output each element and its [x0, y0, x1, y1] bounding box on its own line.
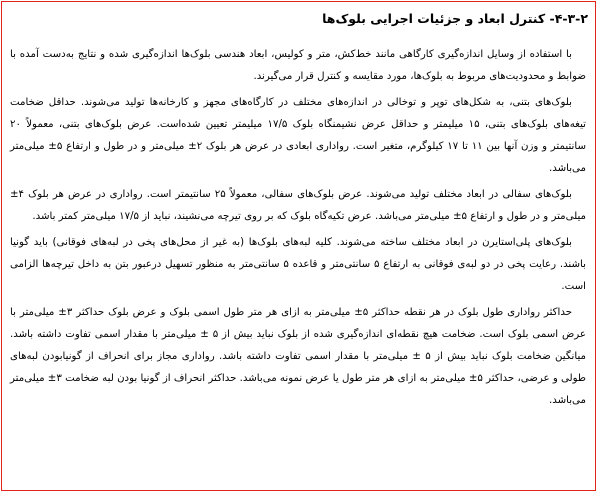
- paragraph-measurement: با استفاده از وسایل اندازه‌گیری کارگاهی مانند خط‌کش، متر و کولیس، ابعاد هندسی بلوک‌ها اندازه‌گیری شده و نتایج به‌دست آمده با ضوابط و محدودیت‌های مربوط به بلوک‌ها، مورد مقایسه و کنترل قرار می‌گیرند.: [10, 49, 586, 82]
- section-title: ۴-۳-۲- کنترل ابعاد و جزئیات اجرایی بلوک‌ها: [322, 11, 588, 26]
- section-content: [10, 10, 586, 416]
- paragraph-tolerances: حداکثر رواداری طول بلوک در هر نقطه حداکثر ۵± میلی‌متر به ازای هر متر طول اسمی بلوک و عرض بلوک حداکثر ۳± میلی‌متر با عرض اسمی بلوک است. ضخامت هیچ نقطه‌ای اندازه‌گیری شده از بلوک نباید بیش از ۵ ± میلی‌متر با مقدار اسمی تفاوت داشته باشد. میانگین ضخامت بلوک نباید بیش از ۵ ± میلی‌متر با مقدار اسمی تفاوت داشته باشد. رواداری مجاز برای انحراف از گونیابودن لبه‌های طولی و عرضی، حداکثر ۵± میلی‌متر به ازای هر متر طول یا عرض نمونه می‌باشد. حداکثر انحراف از گونیا بودن لبه ضخامت ۳± میلی‌متر می‌باشد.: [10, 307, 587, 406]
- paragraph-concrete-blocks: بلوک‌های بتنی، به شکل‌های توپر و توخالی در اندازه‌های مختلف در کارگاه‌های مجهز و کارخانه‌ها تولید می‌شوند. حداقل ضخامت تیغه‌های بلوک‌های بتنی، ۱۵ میلیمتر و حداقل عرض نشیمنگاه بلوک ۱۷/۵ میلیمتر تعیین شده‌است. عرض بلوک‌های بتنی، معمولاً ۲۰ سانتیمتر و وزن آنها بین ۱۱ تا ۱۷ کیلوگرم، متغیر است. رواداری ابعادی در عرض هر بلوک ۲± میلی‌متر و در طول و ارتفاع ۵± میلی‌متر می‌باشد.: [10, 97, 586, 174]
- paragraph-clay-blocks: بلوک‌های سفالی در ابعاد مختلف تولید می‌شوند. عرض بلوک‌های سفالی، معمولاً ۲۵ سانتیمتر است. رواداری در عرض هر بلوک ۴± میلی‌متر و در طول و ارتفاع ۵± میلی‌متر می‌باشد. عرض تکیه‌گاه بلوک که بر روی تیرچه می‌نشیند، نباید از ۱۷/۵ میلی‌متر کمتر باشد.: [10, 189, 586, 222]
- paragraph-polystyrene-blocks: بلوک‌های پلی‌استایرن در ابعاد مختلف ساخته می‌شوند. کلیه لبه‌های بلوک‌ها (به غیر از محل‌های پخی در لبه‌های فوقانی) باید گونیا باشند. رعایت پخی در دو لبه‌ی فوقانی به ارتفاع ۵ سانتی‌متر و قاعده ۵ سانتی‌متر به منظور تسهیل درعبور بتن به داخل تیرچه‌ها الزامی است.: [10, 237, 586, 292]
